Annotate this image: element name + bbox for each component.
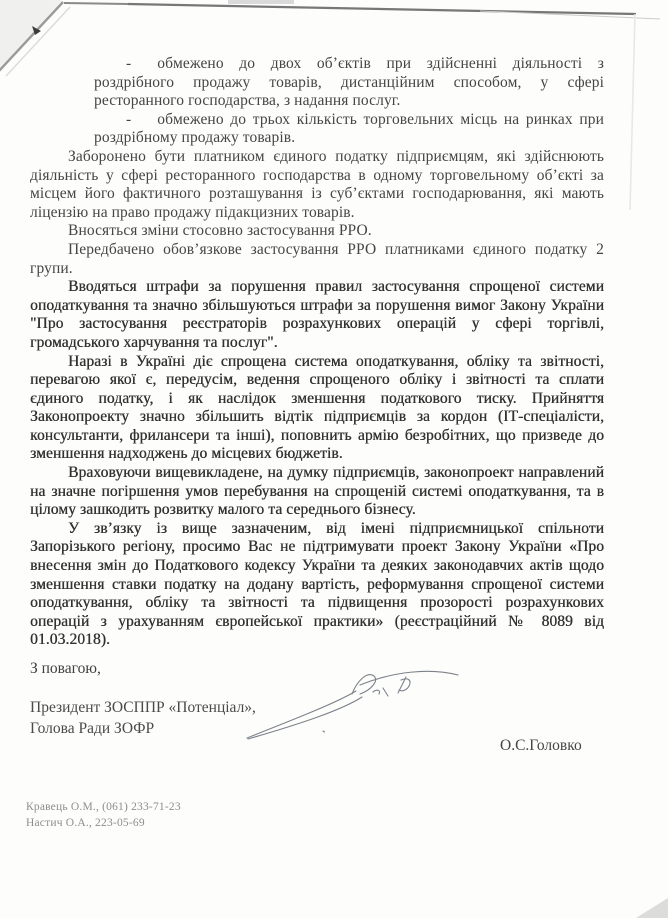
paragraph-rro-changes: Вносяться зміни стосовно застосування РРО. [68, 222, 372, 240]
page-top-edge [128, 4, 636, 14]
page-top-edge-shadow [480, 11, 660, 19]
signature-stroke [352, 675, 376, 694]
scan-shadow-bottom-right [636, 898, 668, 918]
bullet-text: обмежено до двох об’єктів при здійсненні діяльності з роздрібного продажу товарів, дистанційним способом, у сфері ресторанного господарства, з надання послуг. [94, 55, 604, 110]
contact-line-1: Кравець О.М., (061) 233-71-23 [26, 801, 181, 813]
bullet-item-1 [94, 55, 604, 111]
signature-stroke [373, 688, 388, 696]
paragraph-conclusion: Враховуючи вищевикладене, на думку підприємців, законопроект направлений на значне погіршення умов перебування на спрощеній системі оподаткування, та в цілому зашкодить розвитку малого та середнього бізнесу. [30, 464, 604, 519]
paragraph-current-system: Наразі в Україні діє спрощена система оподаткування, обліку та звітності, перевагою якої є, передусім, ведення спрощеного обліку і звітності та сплати єдиного податку, і як наслідок зменшення податкового тиску. Прийняття Законопроекту значно збільшить відтік підприємців за кордон (ІТ-спеціалісти, консультанти, фрилансери та інші), поповнить армію безробітних, що призведе до зменшення надходжень до місцевих бюджетів. [30, 352, 604, 463]
signer-title-line1: Президент ЗОСППР «Потенціал», [30, 699, 256, 716]
paragraph-fines: Вводяться штрафи за порушення правил застосування спрощеної системи оподаткування та значно збільшуються штрафи за порушення вимог Закону України "Про застосування реєстраторів розрахункових операцій у сфері торгівлі, громадського харчування та послуг". [30, 278, 604, 351]
signer-title-line2: Голова Ради ЗОФР [30, 719, 155, 737]
paragraph-prohibition: Заборонено бути платником єдиного податку підприємцям, які здійснюють діяльність у сфері ресторанного господарства в одному торговельному об’єкті за місцем його фактичного розташування із суб’єктами господарювання, які мають ліцензію на право продажу підакцизних товарів. [30, 147, 604, 221]
closing-salutation: З повагою, [30, 660, 101, 677]
signer-name: О.С.Головко [500, 737, 582, 754]
footer-contacts [26, 800, 181, 831]
page-top-edge-left [64, 3, 130, 4]
bullet-text: обмежено до трьох кількість торговельних місць на ринках при роздрібному продажу товарів. [94, 110, 604, 147]
paragraph-rro-mandatory: Передбачено обов’язкове застосування РРО платниками єдиного податку 2 групи. [30, 240, 604, 277]
staple-mark [32, 26, 41, 35]
signature-block [30, 698, 604, 754]
contact-line-2: Настич О.А., 223-05-69 [26, 816, 145, 829]
signature-stroke [398, 677, 410, 693]
page-right-edge [630, 14, 635, 210]
bullet-marker: - [126, 110, 132, 128]
bullet-item-2 [94, 111, 604, 148]
paragraph-request: У зв’язку із вище зазначеним, від імені підприємницької спільноти Запорізького регіону, просимо Вас не підтримувати проект Закону України «Про внесення змін до Податкового кодексу України та деяких законодавчих актів щодо зменшення ставки податку на додану вартість, реформування спрощеної системи оподаткування, обліку та звітності та підвищення прозорості розрахункових операцій з урахуванням європейської практики» (реєстраційний № 8089 від 01.03.2018). [30, 519, 604, 649]
signature-stroke [360, 671, 458, 685]
letter-body [30, 55, 604, 650]
bullet-marker: - [126, 55, 132, 72]
scanner-smudge-top [228, 0, 294, 4]
